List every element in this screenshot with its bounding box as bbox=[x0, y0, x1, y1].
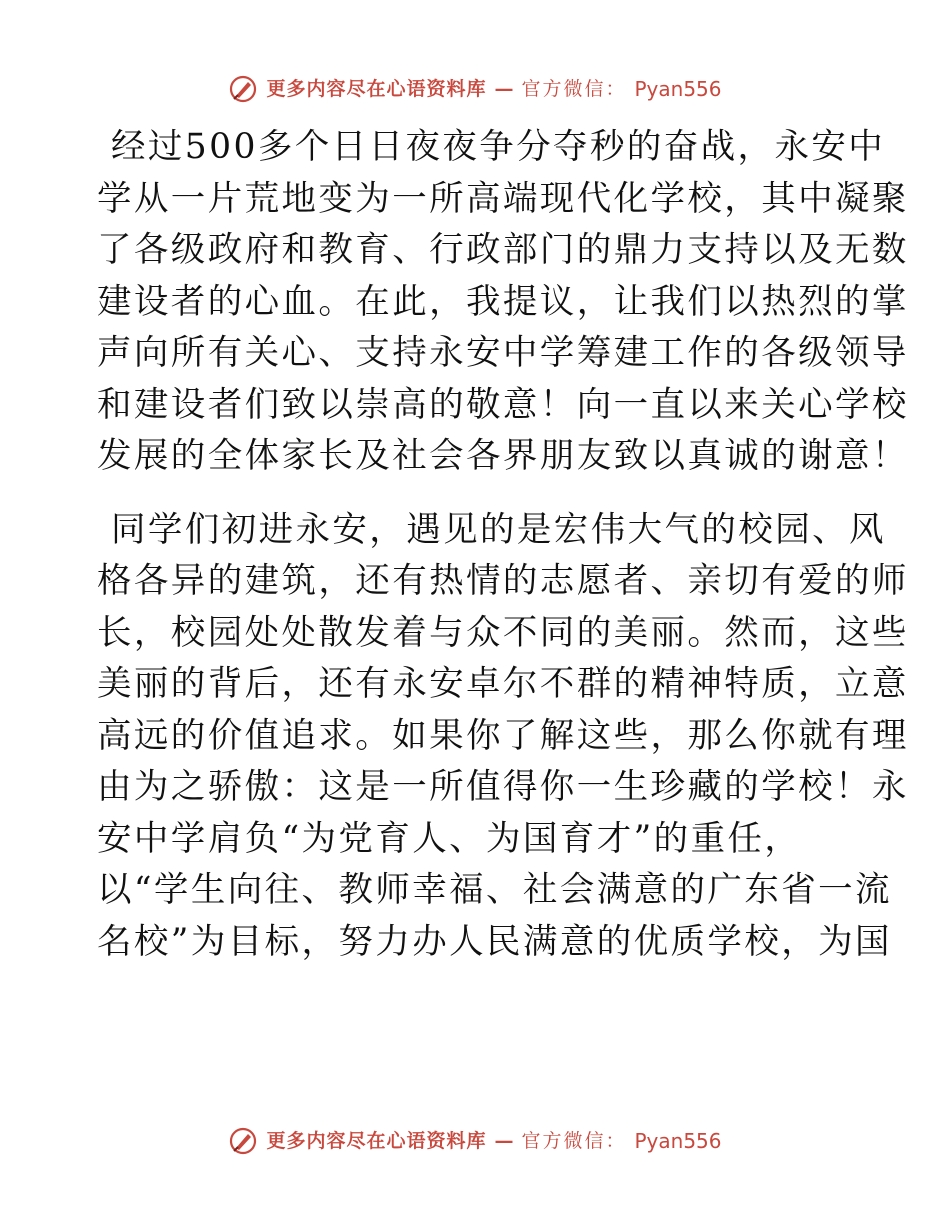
text-line: 了各级政府和教育、行政部门的鼎力支持以及无数 bbox=[97, 230, 909, 270]
quill-logo-icon bbox=[228, 1126, 258, 1156]
text-line: 高远的价值追求。如果你了解这些，那么你就有理 bbox=[97, 715, 909, 756]
text-line: 名校”为目标，努力办人民满意的优质学校，为国 bbox=[97, 921, 892, 962]
text-line: 格各异的建筑，还有热情的志愿者、亲切有爱的师 bbox=[97, 561, 909, 601]
text-line: 和建设者们致以崇高的敬意！向一直以来关心学校 bbox=[97, 384, 909, 425]
text-line: 发展的全体家长及社会各界朋友致以真诚的谢意！ bbox=[97, 436, 909, 476]
quill-logo-icon bbox=[228, 74, 258, 104]
text-line: 安中学肩负“为党育人、为国育才”的重任， bbox=[97, 818, 802, 859]
text-line: 以“学生向往、教师幸福、社会满意的广东省一流 bbox=[97, 870, 892, 910]
text-line: 由为之骄傲：这是一所值得你一生珍藏的学校！永 bbox=[97, 767, 909, 807]
body-text bbox=[97, 122, 909, 968]
watermark-label: 官方微信： bbox=[521, 78, 627, 100]
paragraph-gap bbox=[97, 483, 852, 505]
text-line: 声向所有关心、支持永安中学筹建工作的各级领导 bbox=[97, 333, 909, 373]
header-watermark bbox=[0, 74, 950, 104]
watermark-wechat-id: Pyan556 bbox=[634, 1129, 722, 1153]
paragraph-1 bbox=[97, 122, 909, 483]
text-line: 经过500多个日日夜夜争分夺秒的奋战，永安中 bbox=[111, 127, 886, 167]
paragraph-2 bbox=[97, 505, 909, 969]
watermark-site-text: 更多内容尽在心语资料库 bbox=[266, 1130, 487, 1152]
footer-watermark bbox=[0, 1126, 950, 1156]
text-line: 学从一片荒地变为一所高端现代化学校，其中凝聚 bbox=[97, 178, 909, 219]
watermark-dash: — bbox=[494, 78, 514, 100]
watermark-label: 官方微信： bbox=[521, 1130, 627, 1152]
watermark-site-text: 更多内容尽在心语资料库 bbox=[266, 78, 487, 100]
text-line: 美丽的背后，还有永安卓尔不群的精神特质，立意 bbox=[97, 664, 909, 704]
text-line: 同学们初进永安，遇见的是宏伟大气的校园、风 bbox=[111, 509, 886, 550]
text-line: 长，校园处处散发着与众不同的美丽。然而，这些 bbox=[97, 612, 909, 653]
text-line: 建设者的心血。在此，我提议，让我们以热烈的掌 bbox=[97, 281, 909, 322]
watermark-dash: — bbox=[494, 1130, 514, 1152]
watermark-wechat-id: Pyan556 bbox=[634, 77, 722, 101]
